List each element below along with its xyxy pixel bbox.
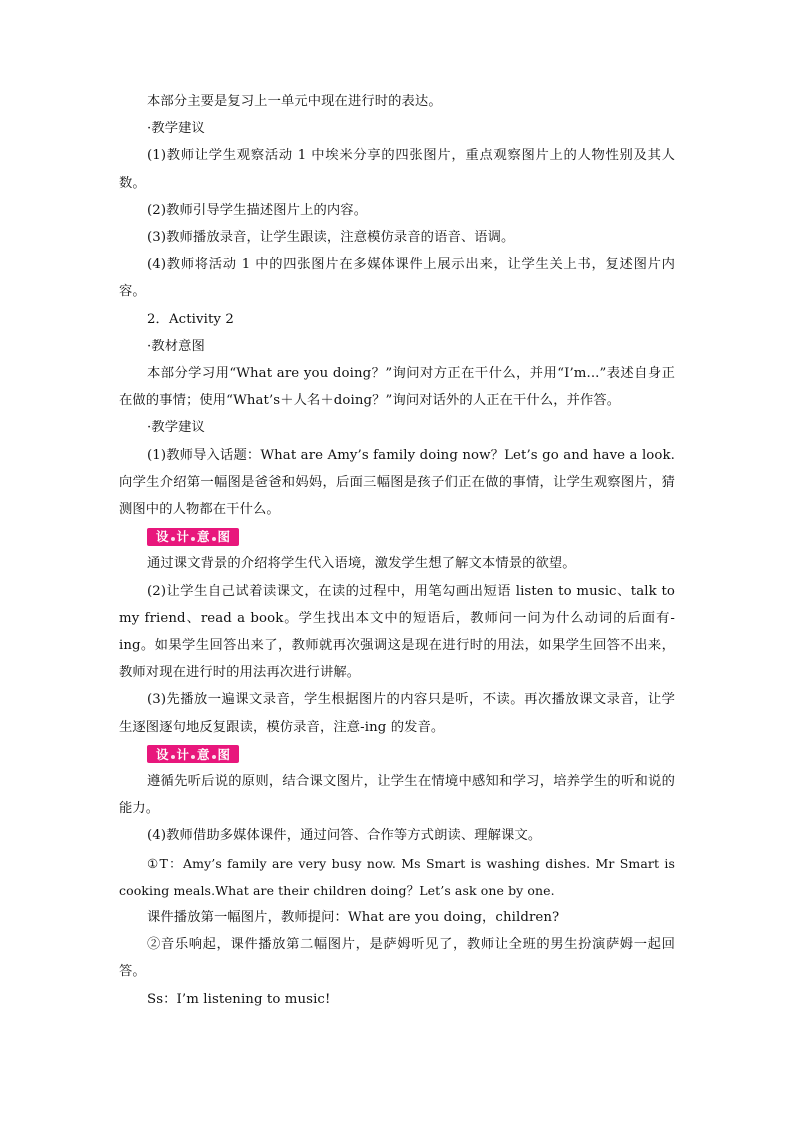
badge-separator-dot xyxy=(191,755,195,759)
design-intent-badge-row xyxy=(119,523,675,550)
paragraph-intro: 本部分主要是复习上一单元中现在进行时的表达。 xyxy=(147,94,442,109)
paragraph-dialogue-3: ②音乐响起，课件播放第二幅图片，是萨姆听见了，教师让全班的男生扮演萨姆一起回答。 xyxy=(119,937,675,980)
badge-separator-dot xyxy=(212,755,216,759)
design-intent-badge-label-2: 设 计 意 图 xyxy=(156,746,231,762)
badge-separator-dot xyxy=(212,537,216,541)
design-intent-badge-row-2 xyxy=(119,741,675,768)
paragraph-step-1: (1)教师让学生观察活动 1 中埃米分享的四张图片，重点观察图片上的人物性别及其人数。 xyxy=(119,148,675,191)
badge-separator-dot xyxy=(171,755,175,759)
design-intent-badge xyxy=(147,528,239,546)
section-heading-activity-2: 2．Activity 2 xyxy=(147,311,234,327)
paragraph-activity2-step-2: (2)让学生自己试着读课文，在读的过程中，用笔勾画出短语 listen to music、talk to my friend、read a book。学生找出本文中的短语后，教师问一问为什么动词的后面有-ing。如果学生回答出来了，教师就再次强调这是现在进行时的用法，如果学生回答不出来，教师对现在进行时的用法再次进行讲解。 xyxy=(119,583,675,681)
badge-separator-dot xyxy=(191,537,195,541)
paragraph-dialogue-4: Ss：I’m listening to music! xyxy=(147,991,331,1007)
paragraph-design-intent-2: 遵循先听后说的原则，结合课文图片，让学生在情境中感知和学习，培养学生的听和说的能力。 xyxy=(119,774,675,817)
paragraph-activity2-step-1: (1)教师导入话题：What are Amy’s family doing now？Let’s go and have a look.向学生介绍第一幅图是爸爸和妈妈，后面三幅图是孩子们正在做的事情，让学生观察图片，猜测图中的人物都在干什么。 xyxy=(119,447,675,518)
paragraph-activity2-step-4: (4)教师借助多媒体课件，通过问答、合作等方式朗读、理解课文。 xyxy=(147,828,542,844)
paragraph-step-2: (2)教师引导学生描述图片上的内容。 xyxy=(147,202,368,218)
paragraph-dialogue-2: 课件播放第一幅图片，教师提问：What are you doing，children? xyxy=(147,910,560,926)
design-intent-badge-2 xyxy=(147,745,239,763)
document-body xyxy=(119,88,675,1013)
heading-material-intent: ·教材意图 xyxy=(147,338,205,354)
heading-teaching-suggestions-2: ·教学建议 xyxy=(147,420,205,436)
design-intent-badge-label: 设 计 意 图 xyxy=(156,529,231,545)
badge-separator-dot xyxy=(171,537,175,541)
paragraph-step-3: (3)教师播放录音，让学生跟读，注意模仿录音的语音、语调。 xyxy=(147,230,515,246)
paragraph-material-intent: 本部分学习用“What are you doing？”询问对方正在干什么，并用“I’m...”表述自身正在做的事情；使用“What’s＋人名＋doing？”询问对话外的人正在干什么，并作答。 xyxy=(119,366,675,409)
heading-teaching-suggestions: ·教学建议 xyxy=(147,121,205,137)
paragraph-dialogue-1: ①T：Amy’s family are very busy now. Ms Smart is washing dishes. Mr Smart is cooking meals.What are their children doing？Let’s ask one by one. xyxy=(119,855,675,898)
paragraph-design-intent-1: 通过课文背景的介绍将学生代入语境，激发学生想了解文本情景的欲望。 xyxy=(147,556,576,572)
paragraph-step-4: (4)教师将活动 1 中的四张图片在多媒体课件上展示出来，让学生关上书，复述图片内容。 xyxy=(119,257,675,300)
paragraph-activity2-step-3: (3)先播放一遍课文录音，学生根据图片的内容只是听，不读。再次播放课文录音，让学生逐图逐句地反复跟读，模仿录音，注意-ing 的发音。 xyxy=(119,692,675,735)
